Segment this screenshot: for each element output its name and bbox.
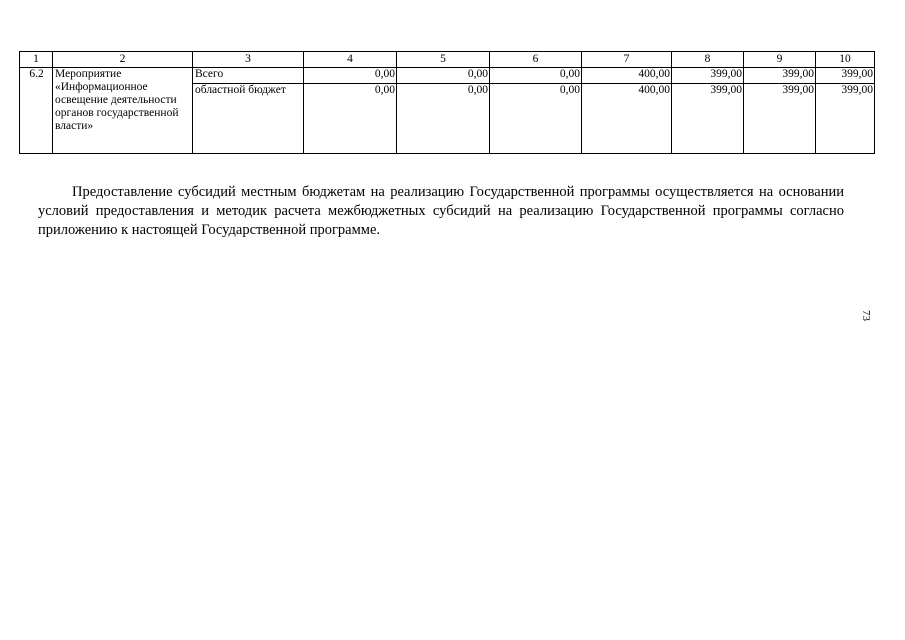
column-header: 3 — [193, 52, 304, 68]
value-cell: 0,00 — [397, 68, 490, 84]
funding-source: Всего — [193, 68, 304, 84]
value-cell: 399,00 — [672, 84, 744, 154]
column-header: 5 — [397, 52, 490, 68]
column-header: 8 — [672, 52, 744, 68]
value-cell: 0,00 — [490, 84, 582, 154]
table-row — [20, 68, 875, 84]
item-index: 6.2 — [20, 68, 53, 154]
page-number: 73 — [860, 310, 872, 321]
column-header: 4 — [304, 52, 397, 68]
value-cell: 399,00 — [744, 68, 816, 84]
column-header: 1 — [20, 52, 53, 68]
value-cell: 399,00 — [816, 68, 875, 84]
column-header: 9 — [744, 52, 816, 68]
value-cell: 399,00 — [816, 84, 875, 154]
value-cell: 400,00 — [582, 84, 672, 154]
column-header: 2 — [53, 52, 193, 68]
table-header-row — [20, 52, 875, 68]
budget-table — [19, 51, 875, 154]
value-cell: 0,00 — [304, 84, 397, 154]
value-cell: 399,00 — [744, 84, 816, 154]
value-cell: 0,00 — [490, 68, 582, 84]
value-cell: 399,00 — [672, 68, 744, 84]
column-header: 10 — [816, 52, 875, 68]
funding-source: областной бюджет — [193, 84, 304, 154]
item-name: Мероприятие «Информационное освещение деятельности органов государственной власти» — [53, 68, 193, 154]
column-header: 6 — [490, 52, 582, 68]
value-cell: 400,00 — [582, 68, 672, 84]
column-header: 7 — [582, 52, 672, 68]
value-cell: 0,00 — [304, 68, 397, 84]
body-paragraph: Предоставление субсидий местным бюджетам на реализацию Государственной программы осуществляется на основании условий предоставления и методик расчета межбюджетных субсидий на реализацию Государственной программы согласно приложению к настоящей Государственной программе. — [38, 184, 844, 238]
value-cell: 0,00 — [397, 84, 490, 154]
